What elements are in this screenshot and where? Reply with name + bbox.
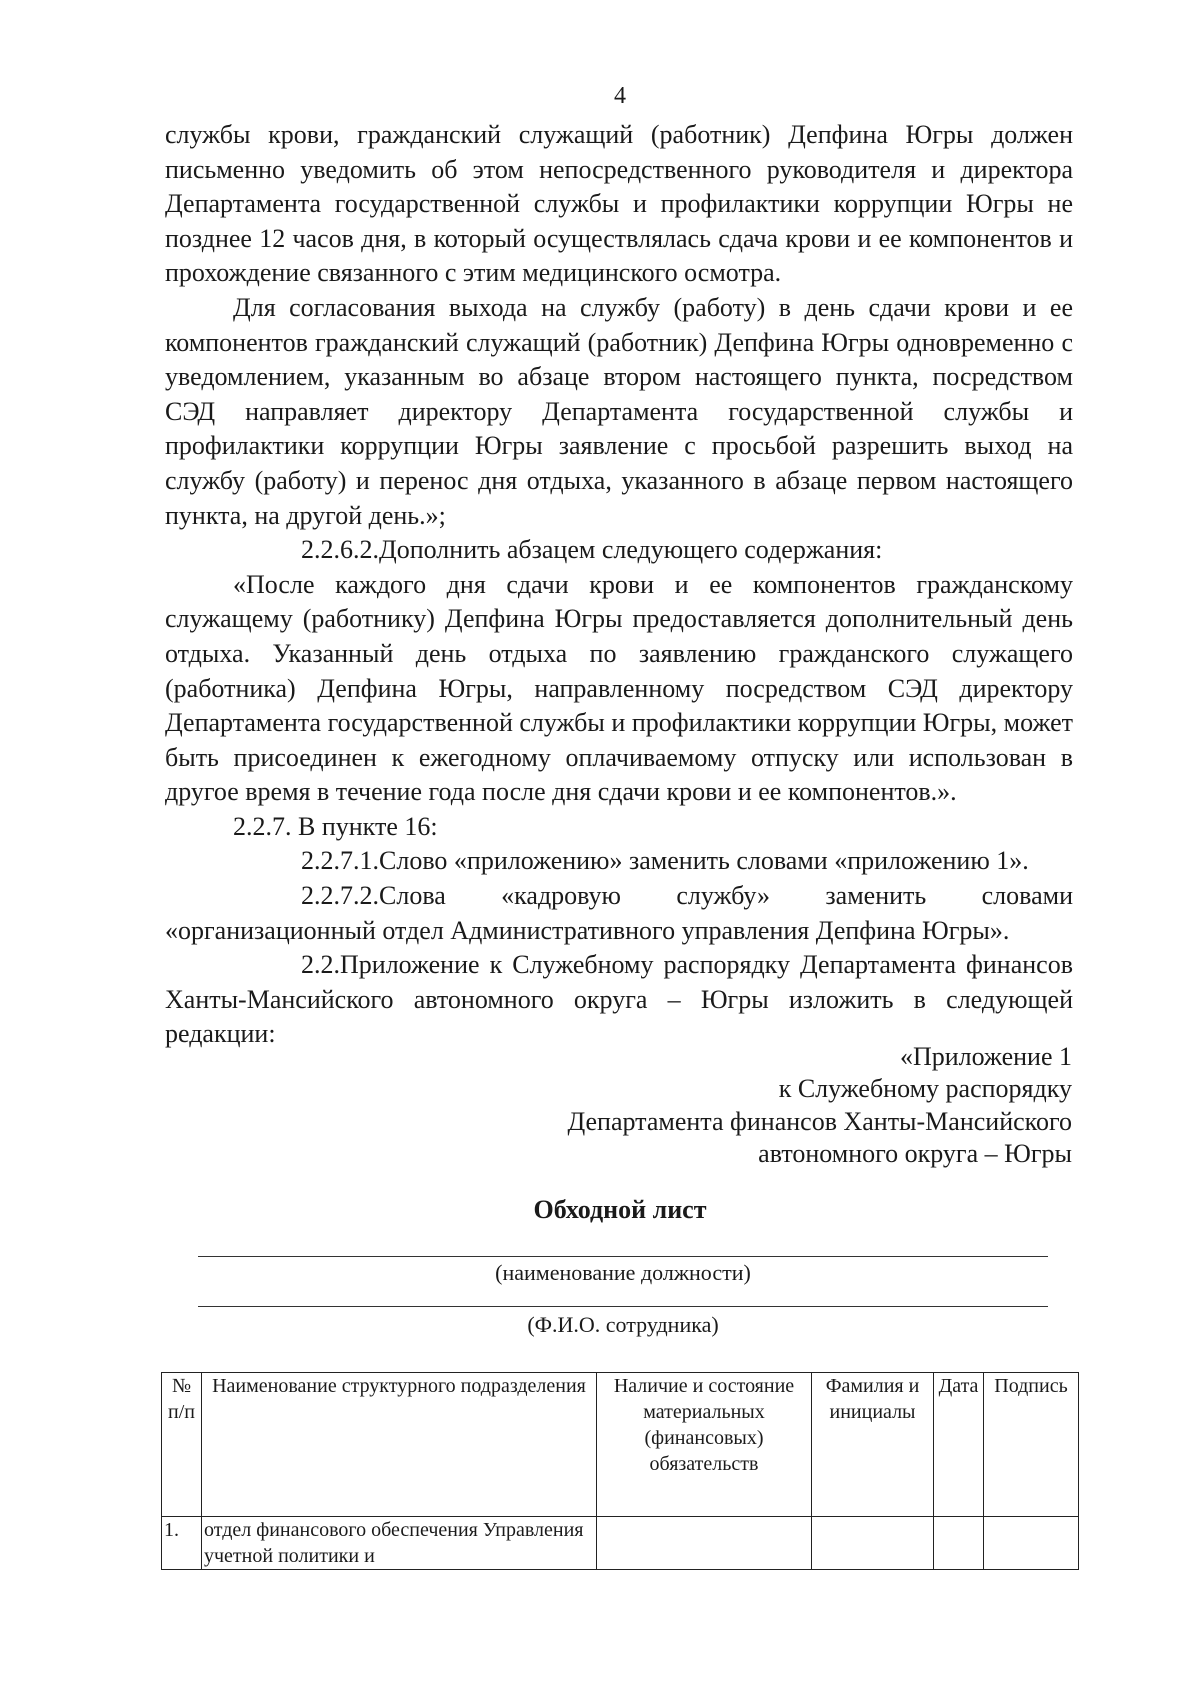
clause-number: 2.2. (301, 950, 340, 980)
table-row (162, 1517, 1079, 1570)
appendix-line: «Приложение 1 (899, 1042, 1072, 1071)
clearance-table (161, 1372, 1079, 1570)
column-header-name: Фамилия и инициалы (812, 1373, 934, 1517)
paragraph-2-2-7-1 (165, 844, 1073, 879)
paragraph-2-2-7: 2.2.7. В пункте 16: (233, 811, 438, 841)
position-fill-line (198, 1256, 1048, 1257)
clause-text: Слова «кадровую службу» заменить словами «организационный отдел Административного управления Депфина Югры». (165, 881, 1073, 945)
table-cell (812, 1517, 934, 1570)
clause-number: 2.2.7.1. (301, 846, 379, 876)
appendix-line: Департамента финансов Ханты-Мансийского (567, 1106, 1072, 1136)
clause-number: 2.2.6.2. (301, 535, 379, 565)
column-header-obligations: Наличие и состояние материальных (финансовых) обязательств (597, 1373, 812, 1517)
name-fill-line (198, 1306, 1048, 1307)
paragraph-continuation: службы крови, гражданский служащий (работник) Депфина Югры должен письменно уведомить об этом непосредственного руководителя и директора Департамента государственной службы и профилактики коррупции Югры не позднее 12 часов дня, в который осуществлялась сдача крови и ее компонентов и прохождение связанного с этим медицинского осмотра. (165, 120, 1073, 288)
clause-text: Слово «приложению» заменить словами «приложению 1». (379, 846, 1029, 876)
column-header-date: Дата (934, 1373, 984, 1517)
clause-text: Дополнить абзацем следующего содержания: (379, 535, 883, 565)
column-header-signature: Подпись (984, 1373, 1079, 1517)
table-cell (934, 1517, 984, 1570)
form-title: Обходной лист (533, 1195, 707, 1224)
clause-text: Приложение к Служебному распорядку Департамента финансов Ханты-Мансийского автономного округа – Югры изложить в следующей редакции: (165, 950, 1073, 1049)
appendix-line: к Служебному распорядку (778, 1074, 1072, 1104)
table-cell (597, 1517, 812, 1570)
paragraph-approval: Для согласования выхода на службу (работу) в день сдачи крови и ее компонентов гражданский служащий (работник) Депфина Югры одновременно с уведомлением, указанным во абзаце втором настоящего пункта, посредством СЭД направляет директору Департамента государственной службы и профилактики коррупции Югры заявление с просьбой разрешить выход на службу (работу) и перенос дня отдыха, указанного в абзаце первом настоящего пункта, на другой день.»; (165, 292, 1073, 530)
table-cell: 1. (162, 1517, 202, 1570)
table-header-row (162, 1373, 1079, 1517)
column-header-number: № п/п (162, 1373, 202, 1517)
page-number: 4 (614, 83, 626, 109)
body-text (165, 118, 1073, 1052)
appendix-header (567, 1041, 1072, 1171)
column-header-department: Наименование структурного подразделения (202, 1373, 597, 1517)
paragraph-2-2-7-2 (165, 879, 1073, 948)
paragraph-quote: «После каждого дня сдачи крови и ее компонентов гражданскому служащему (работнику) Депфина Югры предоставляется дополнительный день отдыха. Указанный день отдыха по заявлению гражданского служащего (работника) Депфина Югры, направленному посредством СЭД директору Департамента государственной службы и профилактики коррупции Югры, может быть присоединен к ежегодному оплачиваемому отпуску или использован в другое время в течение года после дня сдачи крови и ее компонентов.». (165, 569, 1073, 807)
appendix-line: автономного округа – Югры (758, 1139, 1072, 1169)
paragraph-2-2 (165, 948, 1073, 1052)
clause-number: 2.2.7.2. (301, 881, 379, 911)
paragraph-2-2-6-2 (165, 533, 1073, 568)
name-caption: (Ф.И.О. сотрудника) (527, 1312, 719, 1337)
position-caption: (наименование должности) (495, 1260, 751, 1285)
table-cell (984, 1517, 1079, 1570)
table-cell: отдел финансового обеспечения Управления учетной политики и (202, 1517, 597, 1570)
